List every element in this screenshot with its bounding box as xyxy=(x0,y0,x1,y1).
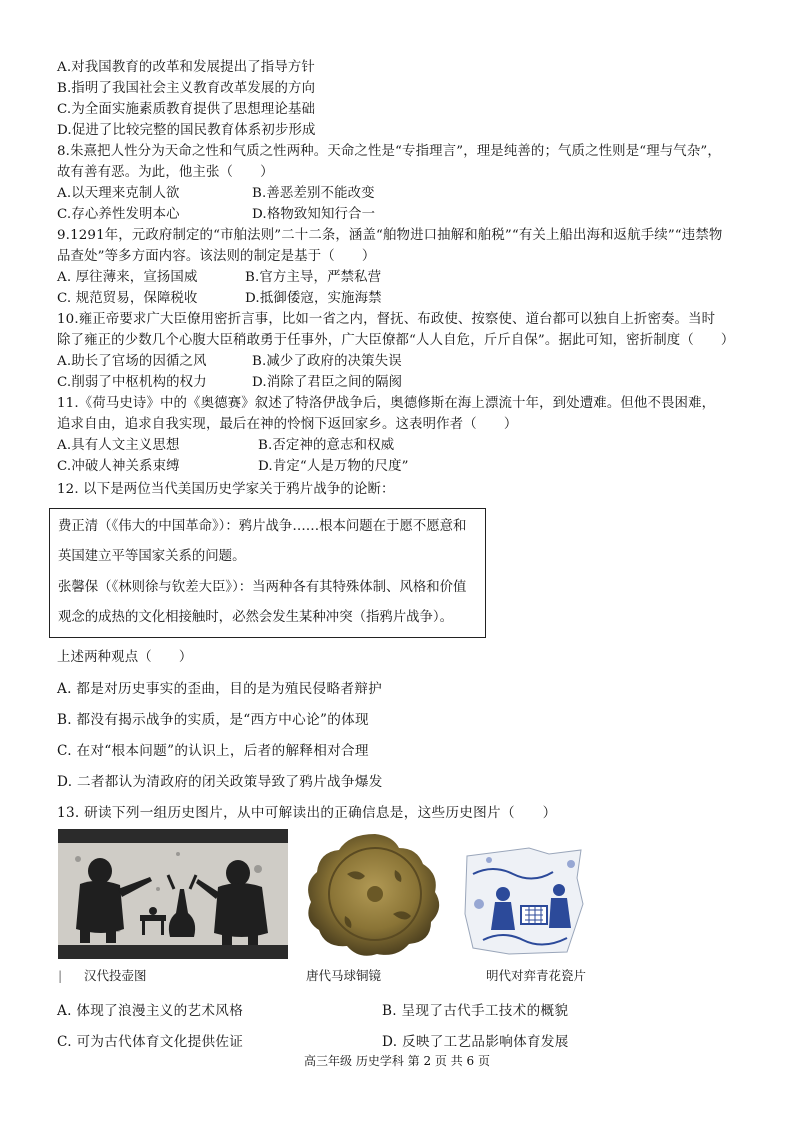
q10-stem-line2: 除了雍正的少数几个心腹大臣稍敢勇于任事外，广大臣僚都“人人自危，斤斤自保”。据此可知，密折制度（ ） xyxy=(57,333,735,348)
q9-stem-line2: 品查处”等多方面内容。该法则的制定是基于（ ） xyxy=(57,249,376,264)
q8-option-d: D.格物致知知行合一 xyxy=(252,207,376,222)
tang-polo-mirror-illustration xyxy=(297,830,454,960)
tang-polo-mirror-image xyxy=(297,830,454,960)
q12-stem: 12. 以下是两位当代美国历史学家关于鸦片战争的论断： xyxy=(57,482,395,497)
q11-option-b: B.否定神的意志和权威 xyxy=(258,438,395,453)
q13-stem: 13. 研读下列一组历史图片，从中可解读出的正确信息是，这些历史图片（ ） xyxy=(57,805,557,821)
q7-option-c: C.为全面实施素质教育提供了思想理论基础 xyxy=(57,102,316,117)
q8-option-b: B.善恶差别不能改变 xyxy=(252,186,375,201)
q8-stem-line2: 故有善有恶。为此，他主张（ ） xyxy=(57,165,274,180)
q10-option-d: D.消除了君臣之间的隔阂 xyxy=(252,375,403,390)
q12-quote-fairbank-line2: 英国建立平等国家关系的问题。 xyxy=(58,549,246,564)
q10-option-a: A.助长了官场的因循之风 xyxy=(57,354,207,369)
q9-option-a: A. 厚往薄来，宣扬国威 xyxy=(57,270,198,285)
tang-polo-mirror-caption: 唐代马球铜镜 xyxy=(306,968,382,983)
q10-option-b: B.减少了政府的决策失误 xyxy=(252,354,402,369)
q12-quote-chang-line2: 观念的成热的文化相接触时，必然会发生某种冲突（指鸦片战争）。 xyxy=(58,610,454,625)
q12-option-c: C. 在对“根本问题”的认识上，后者的解释相对合理 xyxy=(57,743,369,759)
q12-after-text: 上述两种观点（ ） xyxy=(57,650,193,665)
q12-option-d: D. 二者都认为清政府的闭关政策导致了鸦片战争爆发 xyxy=(57,774,383,790)
ming-porcelain-caption: 明代对弈青花瓷片 xyxy=(486,968,587,983)
q9-option-d: D.抵御倭寇，实施海禁 xyxy=(245,291,382,306)
q9-option-c: C. 规范贸易，保障税收 xyxy=(57,291,198,306)
q12-quote-fairbank-line1: 费正清（《伟大的中国革命》）：鸦片战争……根本问题在于愿不愿意和 xyxy=(58,519,467,534)
q7-option-b: B.指明了我国社会主义教育改革发展的方向 xyxy=(57,81,316,96)
q12-option-b: B. 都没有揭示战争的实质，是“西方中心论”的体现 xyxy=(57,712,369,728)
q8-option-a: A.以天理来克制人欲 xyxy=(57,186,180,201)
ming-porcelain-shard-image xyxy=(463,844,584,955)
q10-option-c: C.削弱了中枢机构的权力 xyxy=(57,375,207,390)
han-caption-mark: | xyxy=(58,968,63,983)
q11-option-c: C.冲破人神关系束缚 xyxy=(57,459,180,474)
page-footer: 高三年级 历史学科 第 2 页 共 6 页 xyxy=(304,1054,490,1068)
q9-option-b: B.官方主导，严禁私营 xyxy=(245,270,382,285)
q9-stem-line1: 9.1291年，元政府制定的“市舶法则”二十二条，涵盖“舶物进口抽解和舶税”“有关上船出海和返航手续”“违禁物 xyxy=(57,228,723,243)
q8-option-c: C.存心养性发明本心 xyxy=(57,207,180,222)
ming-porcelain-shard-illustration xyxy=(463,844,584,955)
q7-option-d: D.促进了比较完整的国民教育体系初步形成 xyxy=(57,123,316,138)
q13-option-b: B. 呈现了古代手工技术的概貌 xyxy=(382,1003,569,1019)
q11-option-d: D.肯定“人是万物的尺度” xyxy=(258,459,409,474)
q13-option-d: D. 反映了工艺品影响体育发展 xyxy=(382,1034,569,1050)
q13-option-a: A. 体现了浪漫主义的艺术风格 xyxy=(57,1003,244,1019)
q7-option-a: A.对我国教育的改革和发展提出了指导方针 xyxy=(57,60,315,75)
han-pitch-pot-image xyxy=(58,829,288,959)
q11-option-a: A.具有人文主义思想 xyxy=(57,438,180,453)
han-pitch-pot-rubbing-illustration xyxy=(58,829,288,959)
q10-stem-line1: 10.雍正帝要求广大臣僚用密折言事，比如一省之内，督抚、布政使、按察使、道台都可以独自上折密奏。当时 xyxy=(57,312,716,327)
q12-option-a: A. 都是对历史事实的歪曲，目的是为殖民侵略者辩护 xyxy=(57,681,383,697)
q12-quote-chang-line1: 张馨保（《林则徐与钦差大臣》）：当两种各有其特殊体制、风格和价值 xyxy=(58,580,467,595)
q12-quote-box xyxy=(49,508,486,638)
q11-stem-line2: 追求自由，追求自我实现，最后在神的怜悯下返回家乡。这表明作者（ ） xyxy=(57,417,518,432)
han-pitch-pot-caption: 汉代投壶图 xyxy=(84,968,147,983)
q8-stem-line1: 8.朱熹把人性分为天命之性和气质之性两种。天命之性是“专指理言”，理是纯善的；气质之性则是“理与气杂”， xyxy=(57,144,721,159)
q11-stem-line1: 11.《荷马史诗》中的《奥德赛》叙述了特洛伊战争后，奥德修斯在海上漂流十年，到处遭难。但他不畏困难， xyxy=(57,396,716,411)
q13-option-c: C. 可为古代体育文化提供佐证 xyxy=(57,1034,244,1050)
